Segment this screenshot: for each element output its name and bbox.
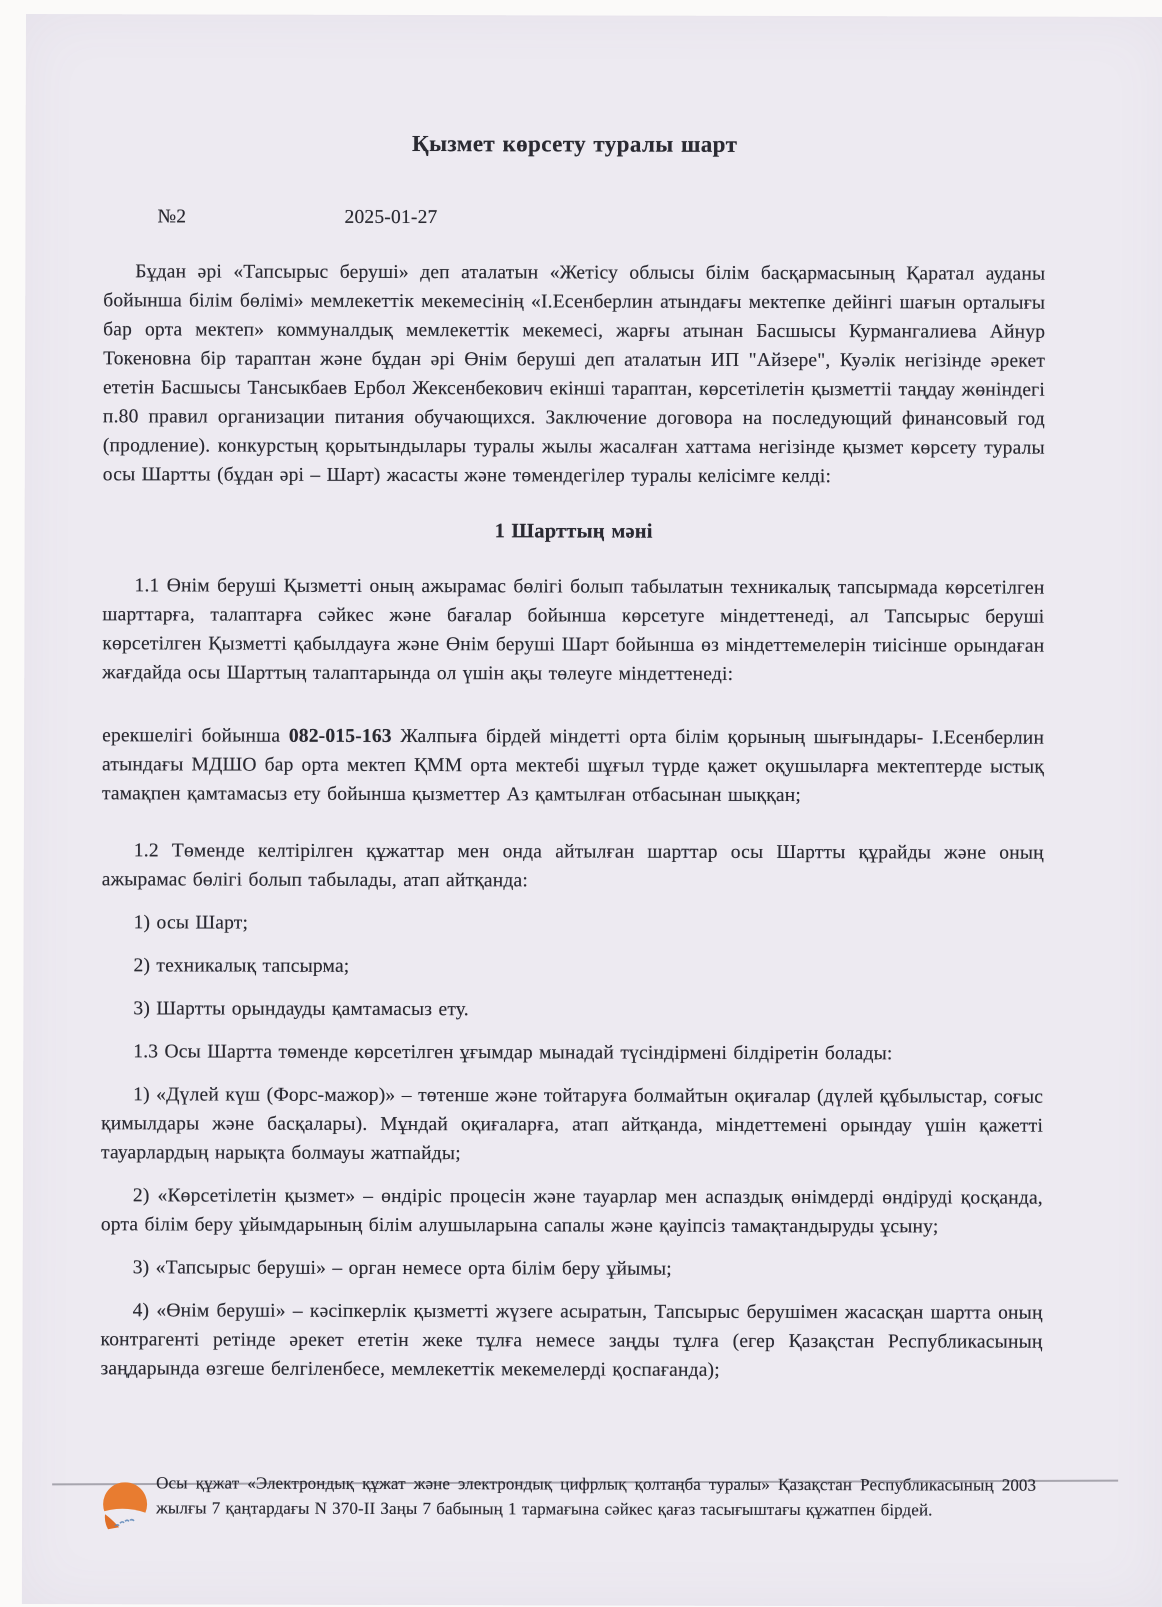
budget-prefix: ерекшелігі бойынша [102,725,289,747]
definition-item: 2) «Көрсетілетін қызмет» – өндіріс процесін және тауарлар мен аспаздық өнімдерді өндіруді қосқанда, орта білім беру ұйымдарының білім алушыларына сапалы және қауіпсіз тамақтандыруды ұсыну; [100,1185,1043,1238]
document-list-item: 3) Шартты орындауды қамтамасыз ету. [133,998,469,1021]
definition-item: 3) «Тапсырыс беруші» – орган немесе орта білім беру ұйымы; [132,1257,672,1280]
esignature-note: Осы құжат «Электрондық құжат және электрондық цифрлық қолтаңба туралы» Қазақстан Республикасының 2003 жылғы 7 қаңтардағы N 370-II Заңы 7 бабының 1 тармағына сәйкес қағаз тасығыштағы құжатпен бірдей. [156,1473,1037,1520]
contract-body [22,14,1162,1386]
definition-item: 4) «Өнім беруші» – кәсіпкерлік қызметті жүзеге асыратын, Тапсырыс берушімен жасасқан шартта оның контрагенті ретінде әрекет ететін жеке тұлға немесе заңды тұлға (егер Қазақстан Республикасының заңдарында өзгеше белгіленбесе, мемлекеттік мекемелерді қоспағанда); [100,1300,1043,1381]
definition-item: 1) «Дүлей күш (Форс-мажор)» – төтенше және тойтаруға болмайтын оқиғалар (дүлей құбылыстар, соғыс қимылдары және басқалары). Мұндай оқиғаларға, атап айтқанда, міндеттемені орындау үшін қажетті тауарлардың нарықта болмауы жатпайды; [100,1084,1044,1165]
clause-budget [102,721,1044,810]
esignature-footer [78,1470,1058,1523]
esignature-stamp-icon [98,1482,152,1542]
intro-paragraph: Бұдан әрі «Тапсырыс беруші» деп аталатын «Жетісу облысы білім басқармасының Қаратал ауданы бойынша білім бөлімі» мемлекеттік мекемесінің «І.Есенберлин атындағы мектепке дейінгі шағын орталығы бар орта мектеп» коммуналдық мемлекеттік мекемесі, жарғы атынан Басшысы Курмангалиева Айнур Токеновна бір тараптан және бұдан әрі Өнім беруші деп аталатын ИП "Айзере", Куәлік негізінде әрекет ететін Басшысы Тансыкбаев Ербол Жексенбекович екінші тараптан, көрсетілетін қызметтіі таңдау жөніндегі п.80 правил организации питания обучающихся. Заключение договора на последующий финансовый год (продление). конкурстың қорытындылары туралы жылы жасалған хаттама негізінде қызмет көрсету туралы осы Шартты (бұдан әрі – Шарт) жасасты және төмендегілер туралы келісімге келді: [102,261,1046,488]
page-title: Қызмет көрсету туралы шарт [411,131,738,157]
clause-1-1: 1.1 Өнім беруші Қызметті оның ажырамас бөлігі болып табылатын техникалық тапсырмада көрсетілген шарттарға, талаптарға сәйкес және бағалар бойынша көрсетуге міндеттенеді, ал Тапсырыс беруші көрсетілген Қызметті қабылдауға және Өнім беруші Шарт бойынша өз міндеттемелерін тиісінше орындаған жағдайда осы Шарттың талаптарында ол үшін ақы төлеуге міндеттенеді: [102,575,1045,685]
contract-number: №2 [157,206,187,228]
budget-code: 082-015-163 [288,725,392,747]
budget-suffix: Жалпыға бірдей міндетті орта білім қорының шығындары- І.Есенберлин атындағы МДШО бар орта мектеп ҚММ орта мектебі шұғыл түрде қажет оқушыларға мектептерде ыстық тамақпен қамтамасыз ету бойынша қызметтер Аз қамтылған отбасынан шыққан; [101,725,1045,807]
clause-1-2: 1.2 Төменде келтірілген құжаттар мен онда айтылған шарттар осы Шартты құрайды және оның ажырамас бөлігі болып табылады, атап айтқанда: [101,840,1044,892]
contract-date: 2025-01-27 [344,206,438,229]
contract-page [22,14,1162,1607]
document-list-item: 2) техникалық тапсырма; [133,955,350,977]
section-1-heading: 1 Шарттың мәні [494,520,653,543]
clause-1-3: 1.3 Осы Шартта төменде көрсетілген ұғымдар мынадай түсіндірмені білдіретін болады: [133,1041,893,1065]
document-list-item: 1) осы Шарт; [133,912,249,934]
contract-meta [103,202,1045,233]
